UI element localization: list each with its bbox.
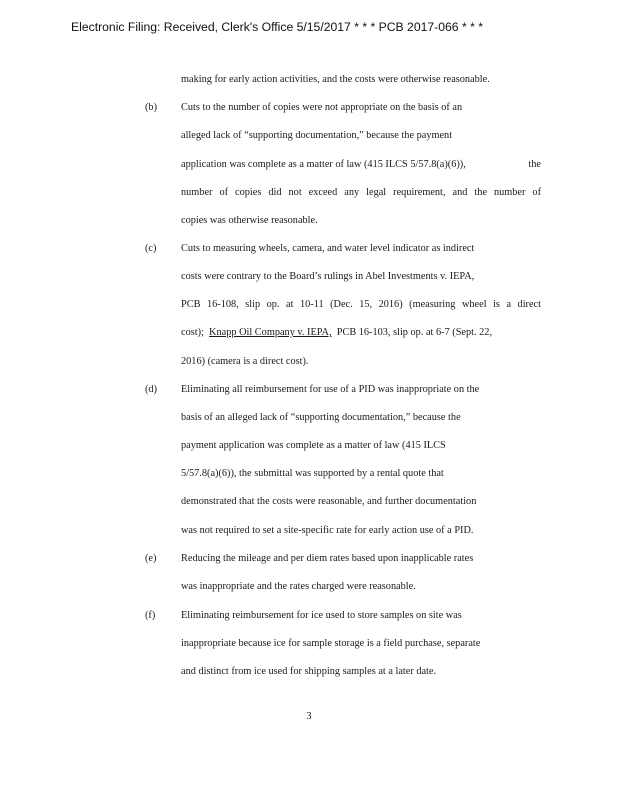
item-marker-c: (c) — [145, 243, 157, 254]
item-marker-e: (e) — [145, 553, 157, 564]
page-number: 3 — [306, 711, 312, 722]
text-line: Eliminating reimbursement for ice used to store samples on site was — [181, 610, 462, 621]
text-line: PCB 16-108, slip op. at 10-11 (Dec. 15, 2016) (measuring wheel is a direct — [181, 299, 541, 310]
text-line: alleged lack of “supporting documentation,” because the payment — [181, 130, 453, 141]
text-line: 5/57.8(a)(6)), the submittal was supported by a rental quote that — [181, 468, 444, 479]
text-fragment: PCB 16-103, slip op. at 6-7 (Sept. 22, — [336, 327, 493, 338]
text-line: 2016) (camera is a direct cost). — [181, 356, 309, 367]
text-line: basis of an alleged lack of “supporting documentation,” because the — [181, 412, 461, 423]
text-line: copies was otherwise reasonable. — [181, 215, 318, 226]
text-fragment: cost); — [181, 327, 204, 338]
text-line: Cuts to measuring wheels, camera, and water level indicator as indirect — [181, 243, 475, 254]
text-line: costs were contrary to the Board’s rulings in Abel Investments v. IEPA, — [181, 271, 475, 282]
text-line: making for early action activities, and the costs were otherwise reasonable. — [181, 74, 490, 85]
item-marker-f: (f) — [145, 610, 156, 621]
text-line: application was complete as a matter of law (415 ILCS 5/57.8(a)(6)), — [181, 159, 466, 170]
text-line: payment application was complete as a matter of law (415 ILCS — [181, 440, 446, 451]
text-line: was not required to set a site-specific rate for early action use of a PID. — [181, 525, 474, 536]
text-line: number of copies did not exceed any legal requirement, and the number of — [181, 187, 541, 198]
electronic-filing-header: Electronic Filing: Received, Clerk's Office 5/15/2017 * * * PCB 2017-066 * * * — [71, 20, 483, 34]
case-citation: Knapp Oil Company v. IEPA, — [209, 327, 332, 338]
text-line: Reducing the mileage and per diem rates based upon inapplicable rates — [181, 553, 474, 564]
item-marker-d: (d) — [145, 384, 158, 395]
item-marker-b: (b) — [145, 102, 158, 113]
text-line: Cuts to the number of copies were not appropriate on the basis of an — [181, 102, 463, 113]
text-line: inappropriate because ice for sample storage is a field purchase, separate — [181, 638, 481, 649]
text-line: and distinct from ice used for shipping samples at a later date. — [181, 666, 437, 677]
text-line: Eliminating all reimbursement for use of a PID was inappropriate on the — [181, 384, 480, 395]
text-line: was inappropriate and the rates charged were reasonable. — [181, 581, 416, 592]
text-line-with-citation — [181, 326, 541, 340]
text-line: demonstrated that the costs were reasonable, and further documentation — [181, 496, 477, 507]
text-line-end: the — [528, 159, 541, 170]
